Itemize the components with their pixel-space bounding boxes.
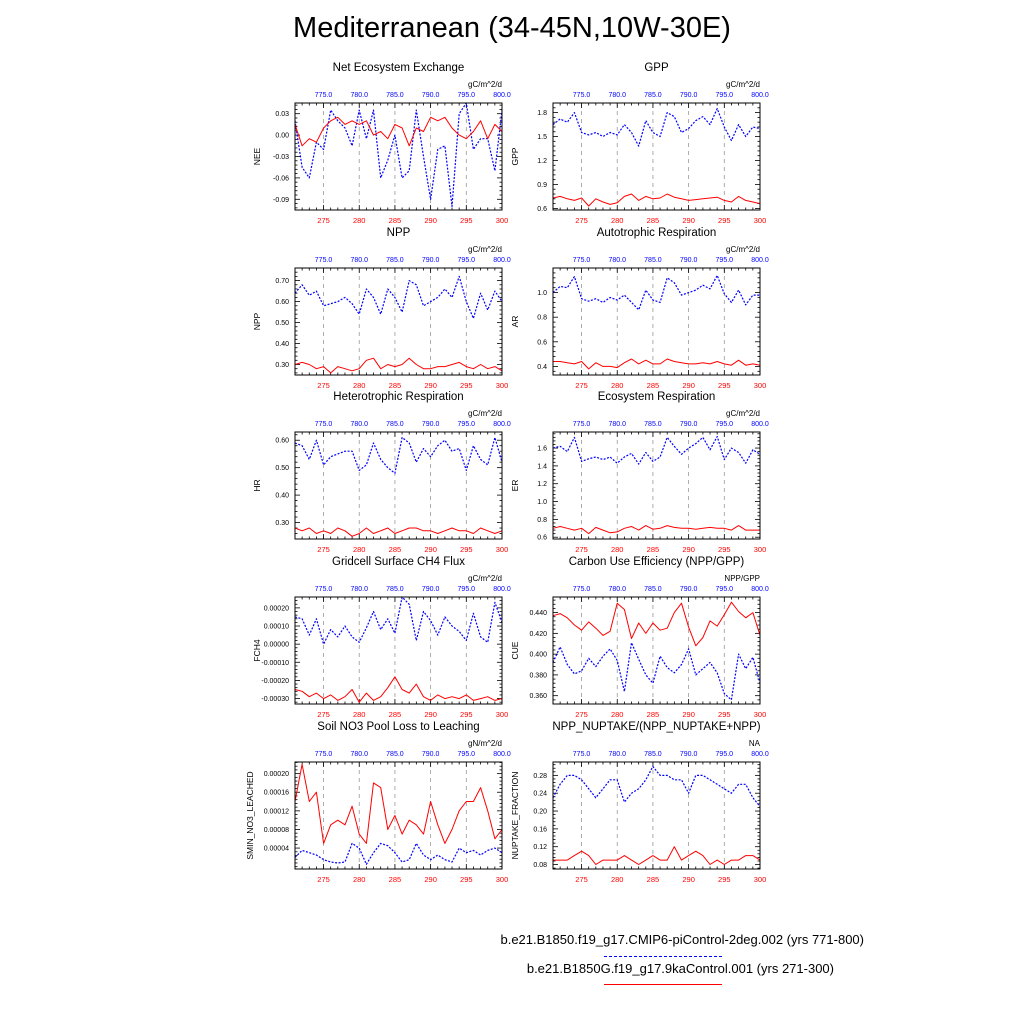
x-tick-label: 295 [460,216,473,225]
series-line-ka [553,526,760,534]
x-tick-label: 280 [352,216,366,225]
x-tick-label-top: 790.0 [679,751,698,758]
x-tick-label: 285 [388,216,402,225]
panel-units: gC/m^2/d [726,80,760,89]
legend-swatch-ka [604,984,722,985]
x-tick-label-top: 790.0 [421,751,440,758]
x-tick-label: 295 [718,875,731,884]
series-line-ctrl [295,438,502,474]
y-tick-label: 0.440 [529,610,547,618]
panel-units: NA [748,739,760,748]
y-tick-label: 0.50 [275,320,289,328]
panel-units: gC/m^2/d [468,80,502,89]
y-axis-label: ER [510,479,520,492]
x-tick-label-top: 780.0 [350,421,369,428]
x-tick-label: 290 [682,381,695,390]
y-tick-label: 0.00016 [263,789,289,797]
legend-entry-ctrl: b.e21.B1850.f19_g17.CMIP6-piControl-2deg.002 (yrs 771-800) [500,932,864,947]
x-tick-label-top: 785.0 [386,751,404,758]
series-line-ctrl [553,767,760,807]
y-tick-label: 0.16 [533,826,547,834]
x-tick-label-top: 775.0 [572,421,591,428]
x-tick-label: 275 [575,710,588,719]
y-tick-label: 0.60 [275,299,289,307]
x-tick-label: 285 [646,381,660,390]
panel-title: Gridcell Surface CH4 Flux [332,556,465,568]
y-tick-label: 0.30 [275,520,289,528]
x-tick-label: 295 [718,381,731,390]
y-tick-label: 1.2 [537,481,547,489]
x-tick-label: 300 [495,381,509,390]
x-tick-label: 285 [646,216,660,225]
panel-units: gC/m^2/d [468,409,502,418]
series-line-ctrl [553,275,760,309]
x-tick-label: 300 [753,216,767,225]
y-axis-label: NUPTAKE_FRACTION [510,771,520,860]
x-tick-label-top: 785.0 [386,257,404,264]
x-tick-label: 300 [753,545,767,554]
chart-panel-7 [252,556,511,719]
y-tick-label: 0.40 [275,492,289,500]
x-tick-label-top: 795.0 [457,421,476,428]
legend-swatch-ctrl [604,956,722,957]
legend-entry-ka: b.e21.B1850G.f19_g17.9kaControl.001 (yrs 271-300) [526,961,834,976]
y-tick-label: 0.00004 [263,845,289,853]
series-line-ka [295,117,502,146]
x-tick-label: 300 [753,381,767,390]
x-tick-label-top: 775.0 [314,257,333,264]
x-tick-label-top: 790.0 [679,586,698,593]
x-tick-label: 290 [682,875,695,884]
y-tick-label: 0.00012 [263,808,289,816]
x-tick-label-top: 790.0 [421,92,440,99]
x-tick-label-top: 795.0 [715,421,734,428]
x-tick-label-top: 800.0 [493,751,511,758]
y-tick-label: 0.6 [537,534,547,542]
series-line-ctrl [295,843,502,864]
y-tick-label: 0.50 [275,465,289,473]
x-tick-label: 285 [646,875,660,884]
y-tick-label: 0.00000 [263,641,289,649]
x-tick-label: 295 [718,216,731,225]
panel-units: gN/m^2/d [468,739,502,748]
x-tick-label: 285 [646,545,660,554]
chart-panel-6 [510,391,769,554]
x-tick-label: 300 [495,545,509,554]
y-tick-label: 0.9 [537,181,547,189]
y-tick-label: -0.06 [273,175,289,183]
x-tick-label: 280 [610,545,624,554]
x-tick-label-top: 775.0 [572,751,591,758]
x-tick-label-top: 780.0 [350,751,369,758]
x-tick-label: 290 [424,381,437,390]
y-axis-label: NEE [252,147,262,166]
x-tick-label: 290 [682,710,695,719]
x-tick-label: 295 [718,545,731,554]
x-tick-label-top: 775.0 [572,257,591,264]
series-line-ka [553,194,760,206]
chart-panel-3 [252,227,511,390]
panel-title: GPP [644,62,669,74]
x-tick-label-top: 790.0 [421,586,440,593]
x-tick-label-top: 800.0 [493,421,511,428]
y-tick-label: 0.00020 [263,771,289,779]
plot-frame [295,432,502,539]
x-tick-label-top: 785.0 [644,257,662,264]
panel-title: Autotrophic Respiration [596,227,717,239]
x-tick-label-top: 780.0 [608,92,627,99]
panel-title: Heterotrophic Respiration [333,391,464,403]
x-tick-label: 280 [610,710,624,719]
x-tick-label: 290 [682,545,695,554]
x-tick-label-top: 800.0 [751,421,769,428]
y-tick-label: 0.4 [537,363,547,371]
plot-frame [553,597,760,704]
chart-panel-1 [252,62,511,225]
series-line-ctrl [553,109,760,147]
panel-title: NPP [386,227,411,239]
panel-title: Soil NO3 Pool Loss to Leaching [317,721,480,733]
x-tick-label: 275 [575,875,588,884]
y-tick-label: 0.420 [529,630,547,638]
x-tick-label-top: 775.0 [572,586,591,593]
y-tick-label: 0.8 [537,516,547,524]
x-tick-label: 275 [317,381,330,390]
x-tick-label: 280 [352,381,366,390]
x-tick-label-top: 780.0 [608,257,627,264]
y-tick-label: -0.03 [273,154,289,161]
y-tick-label: -0.00010 [261,659,289,667]
panel-units: gC/m^2/d [726,409,760,418]
x-tick-label-top: 780.0 [608,586,627,593]
x-tick-label: 275 [317,545,330,554]
plot-frame [295,268,502,375]
x-tick-label: 290 [424,216,437,225]
x-tick-label-top: 785.0 [644,92,662,99]
x-tick-label-top: 780.0 [350,586,369,593]
y-tick-label: 0.400 [529,651,547,659]
x-tick-label-top: 795.0 [715,92,734,99]
x-tick-label: 300 [495,710,509,719]
x-tick-label-top: 785.0 [386,421,404,428]
x-tick-label-top: 800.0 [751,257,769,264]
y-tick-label: 0.00008 [263,826,289,834]
x-tick-label: 285 [646,710,660,719]
x-tick-label-top: 790.0 [679,92,698,99]
y-tick-label: -0.09 [273,196,289,204]
x-tick-label: 300 [753,875,767,884]
chart-panel-2 [510,62,769,225]
x-tick-label: 290 [424,710,437,719]
series-line-ka [553,359,760,369]
x-tick-label-top: 790.0 [679,257,698,264]
y-tick-label: -0.00020 [261,677,289,685]
x-tick-label: 295 [460,545,473,554]
x-tick-label: 275 [575,216,588,225]
y-tick-label: 0.380 [529,672,547,680]
y-tick-label: 0.30 [275,362,289,370]
y-tick-label: 0.6 [537,205,547,213]
plot-frame [553,268,760,375]
x-tick-label-top: 780.0 [608,421,627,428]
page-title: Mediterranean (34-45N,10W-30E) [293,12,731,44]
x-tick-label: 280 [610,381,624,390]
x-tick-label: 285 [388,875,402,884]
plot-frame [553,103,760,210]
y-tick-label: 1.0 [537,290,547,298]
x-tick-label: 300 [495,875,509,884]
panel-units: gC/m^2/d [468,245,502,254]
y-tick-label: 0.60 [275,437,289,445]
y-axis-label: FCH4 [252,639,262,662]
y-tick-label: 0.28 [533,772,547,780]
x-tick-label-top: 785.0 [644,751,662,758]
chart-panel-9 [245,721,511,884]
x-tick-label-top: 795.0 [457,586,476,593]
chart-panel-10 [510,721,769,884]
x-tick-label-top: 795.0 [457,751,476,758]
x-tick-label-top: 775.0 [314,586,333,593]
x-tick-label-top: 775.0 [314,92,333,99]
x-tick-label-top: 800.0 [493,92,511,99]
x-tick-label: 280 [610,875,624,884]
x-tick-label: 275 [575,545,588,554]
x-tick-label: 275 [317,710,330,719]
y-tick-label: 0.20 [533,808,547,816]
x-tick-label: 280 [610,216,624,225]
panel-title: Ecosystem Respiration [597,391,716,403]
x-tick-label: 285 [388,381,402,390]
x-tick-label: 290 [424,545,437,554]
panel-units: gC/m^2/d [726,245,760,254]
panel-units: gC/m^2/d [468,574,502,583]
series-line-ctrl [553,643,760,700]
plot-frame [295,762,502,869]
y-tick-label: 0.6 [537,339,547,347]
y-tick-label: 1.4 [537,463,547,471]
series-line-ka [295,358,502,373]
series-line-ctrl [295,597,502,644]
x-tick-label: 300 [753,710,767,719]
x-tick-label-top: 800.0 [751,92,769,99]
x-tick-label-top: 795.0 [715,586,734,593]
x-tick-label-top: 785.0 [644,586,662,593]
y-tick-label: 0.00010 [263,623,289,631]
x-tick-label-top: 785.0 [386,586,404,593]
series-line-ka [295,677,502,702]
panel-title: Net Ecosystem Exchange [332,62,465,74]
y-tick-label: 0.00020 [263,605,289,613]
plot-frame [553,432,760,539]
y-tick-label: 1.6 [537,445,547,453]
x-tick-label-top: 775.0 [314,421,333,428]
panel-units: NPP/GPP [724,574,760,583]
x-tick-label-top: 790.0 [421,257,440,264]
x-tick-label-top: 800.0 [493,586,511,593]
x-tick-label: 290 [682,216,695,225]
x-tick-label: 300 [495,216,509,225]
x-tick-label-top: 790.0 [679,421,698,428]
series-line-ka [553,602,760,646]
x-tick-label-top: 800.0 [493,257,511,264]
x-tick-label: 285 [388,710,402,719]
x-tick-label: 275 [575,381,588,390]
y-tick-label: 1.2 [537,157,547,165]
y-axis-label: NPP [252,312,262,331]
y-tick-label: 1.5 [537,134,547,142]
x-tick-label: 280 [352,710,366,719]
series-line-ctrl [295,276,502,318]
y-tick-label: 1.8 [537,110,547,118]
y-tick-label: 1.0 [537,499,547,507]
y-tick-label: 0.360 [529,693,547,701]
series-line-ka [295,528,502,536]
chart-panel-8 [510,556,769,719]
plot-frame [295,597,502,704]
y-tick-label: -0.00030 [261,696,289,704]
x-tick-label-top: 785.0 [644,421,662,428]
y-tick-label: 0.00 [275,132,289,140]
x-tick-label-top: 800.0 [751,586,769,593]
y-axis-label: GPP [510,147,520,166]
y-axis-label: CUE [510,641,520,660]
x-tick-label-top: 780.0 [350,257,369,264]
x-tick-label-top: 795.0 [715,751,734,758]
series-line-ctrl [553,437,760,465]
x-tick-label-top: 780.0 [350,92,369,99]
y-tick-label: 0.24 [533,790,547,798]
x-tick-label: 275 [317,875,330,884]
plot-frame [295,103,502,210]
x-tick-label: 295 [460,381,473,390]
chart-panel-5 [252,391,511,554]
x-tick-label: 295 [718,710,731,719]
y-tick-label: 0.03 [275,111,289,119]
x-tick-label-top: 785.0 [386,92,404,99]
y-tick-label: 0.12 [533,844,547,852]
x-tick-label: 290 [424,875,437,884]
x-tick-label-top: 780.0 [608,751,627,758]
y-tick-label: 0.70 [275,278,289,286]
x-tick-label-top: 800.0 [751,751,769,758]
x-tick-label-top: 775.0 [314,751,333,758]
panel-title: NPP_NUPTAKE/(NPP_NUPTAKE+NPP) [552,721,761,733]
x-tick-label: 285 [388,545,402,554]
panel-title: Carbon Use Efficiency (NPP/GPP) [568,556,745,568]
x-tick-label-top: 775.0 [572,92,591,99]
series-line-ctrl [295,103,502,206]
chart-panel-4 [510,227,769,390]
x-tick-label-top: 790.0 [421,421,440,428]
x-tick-label: 295 [460,710,473,719]
x-tick-label-top: 795.0 [715,257,734,264]
x-tick-label: 275 [317,216,330,225]
series-line-ka [295,764,502,843]
y-tick-label: 0.08 [533,862,547,870]
y-axis-label: AR [510,315,520,328]
y-tick-label: 0.40 [275,341,289,349]
x-tick-label-top: 795.0 [457,92,476,99]
x-tick-label: 295 [460,875,473,884]
y-tick-label: 0.8 [537,314,547,322]
y-axis-label: SMIN_NO3_LEACHED [245,771,255,860]
series-line-ka [553,847,760,865]
y-axis-label: HR [252,479,262,492]
x-tick-label-top: 795.0 [457,257,476,264]
x-tick-label: 280 [352,545,366,554]
x-tick-label: 280 [352,875,366,884]
